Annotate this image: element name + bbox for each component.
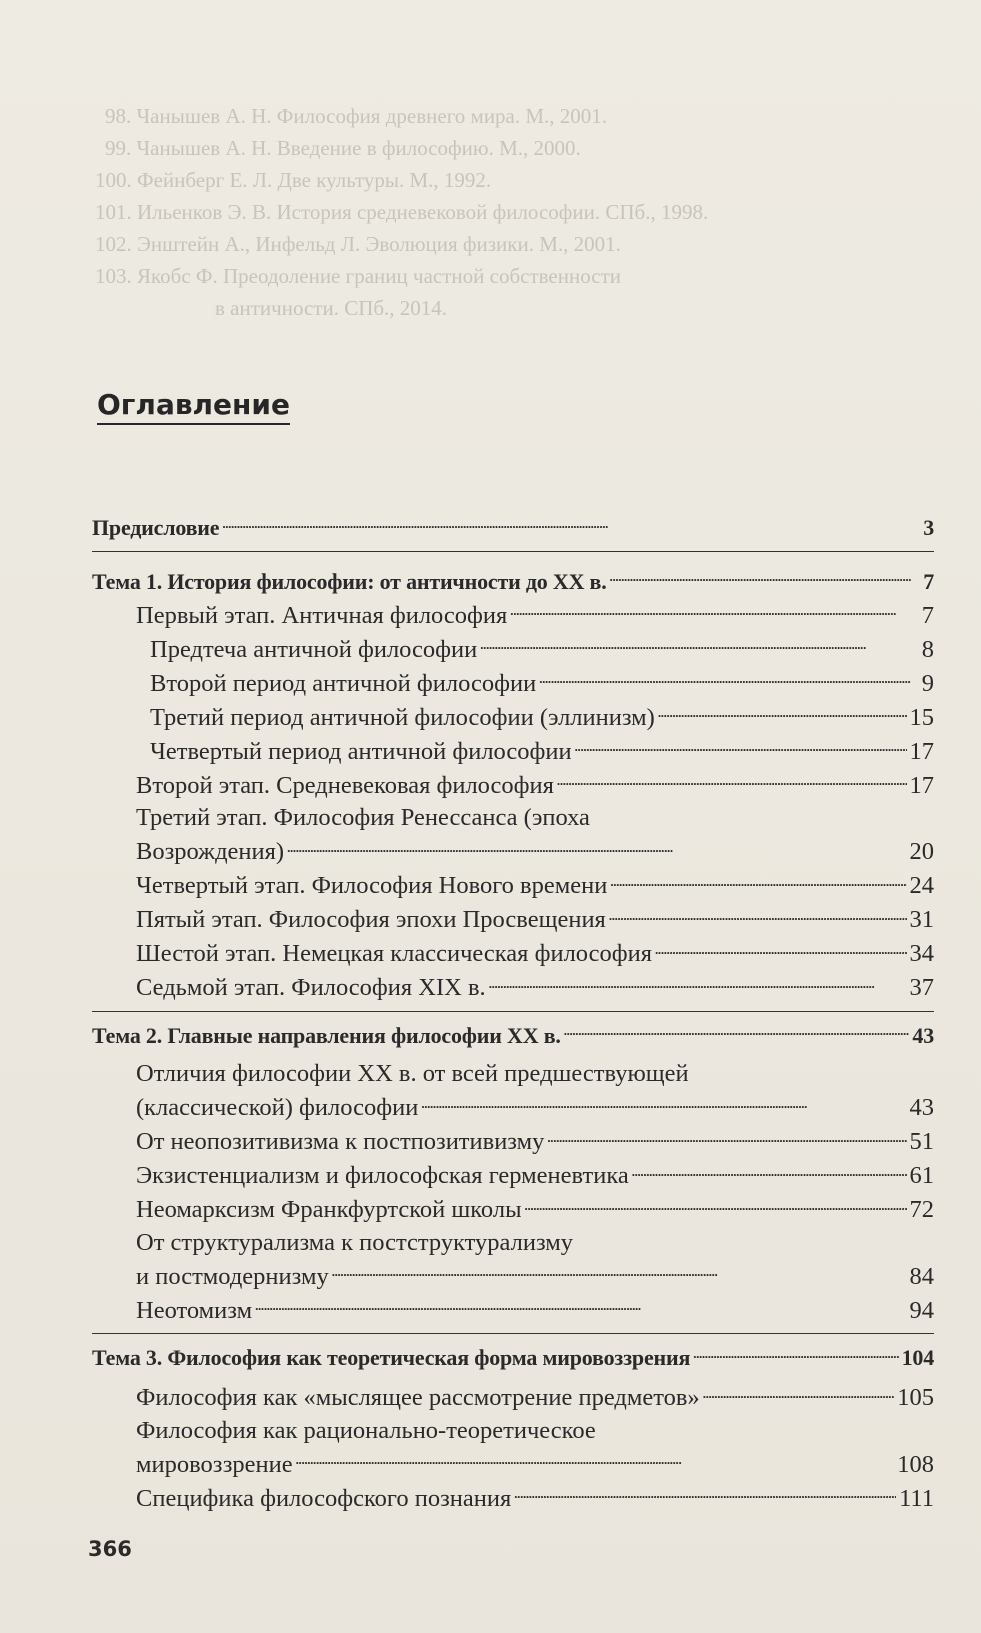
toc-entry: [92, 598, 934, 632]
toc-entry-page: 17: [909, 771, 934, 799]
toc-entry: [92, 1091, 934, 1125]
toc-entry-title: Третий период античной философии (эллинизм): [150, 703, 655, 731]
toc-entry-page: 104: [901, 1345, 934, 1370]
toc-entry: [92, 937, 934, 971]
toc-entry-title: Тема 3. Философия как теоретическая форма мировоззрения: [92, 1345, 691, 1370]
toc-entry-page: 105: [897, 1384, 934, 1411]
toc-entry-line1: Философия как рационально-теоретическое: [136, 1416, 596, 1444]
dot-leader: [222, 513, 911, 535]
dot-leader: [610, 567, 911, 589]
dot-leader: [514, 1481, 896, 1506]
toc-entry-page: 31: [909, 906, 934, 933]
toc-entry-page: 43: [909, 1094, 934, 1121]
toc-entry: [92, 666, 934, 700]
toc-entry-page: 111: [899, 1484, 934, 1512]
dot-leader: [332, 1259, 907, 1284]
ghost-line: 102. Энштейн А., Инфельд Л. Эволюция физики. М., 2001.: [95, 232, 621, 256]
ghost-line: 99. Чанышев А. Н. Введение в философию. М., 2000.: [105, 136, 581, 160]
dot-leader: [547, 1125, 906, 1150]
toc-entry-title: мировоззрение: [136, 1450, 293, 1478]
toc-entry-preface: [92, 512, 934, 545]
toc-entry-page: 61: [909, 1162, 934, 1189]
toc-entry-line1: Отличия философии XX в. от всей предшествующей: [136, 1060, 689, 1087]
toc-entry-title: Первый этап. Античная философия: [136, 601, 508, 629]
toc-entry-page: 7: [923, 568, 934, 594]
dot-leader: [575, 734, 907, 759]
toc-entry: [92, 734, 934, 768]
toc-topic-1: [92, 566, 934, 599]
toc-entry-title: Шестой этап. Немецкая классическая философия: [136, 940, 653, 967]
toc-entry: [92, 835, 934, 869]
toc-entry-title: Неомарксизм Франкфуртской школы: [136, 1196, 522, 1223]
dot-leader: [610, 869, 906, 894]
dot-leader: [658, 700, 907, 725]
toc-entry-page: 84: [909, 1262, 934, 1290]
toc-entry-page: 7: [921, 601, 934, 629]
ghost-line: 103. Якобс Ф. Преодоление границ частной собственности: [95, 264, 621, 288]
dot-leader: [287, 835, 906, 860]
divider: [92, 551, 934, 552]
toc-entry-title: Тема 2. Главные направления философии XX в.: [92, 1022, 561, 1048]
divider: [92, 1011, 934, 1012]
page-number: 366: [88, 1537, 132, 1561]
ghost-line: 100. Фейнберг Е. Л. Две культуры. М., 1992.: [95, 168, 492, 192]
toc-entry: [92, 903, 934, 937]
toc-entry-title: Пятый этап. Философия эпохи Просвещения: [136, 906, 606, 933]
toc-entry-title: Предтеча античной философии: [150, 635, 478, 663]
toc-entry-page: 8: [921, 635, 934, 663]
toc-entry-title: Экзистенциализм и философская герменевтика: [136, 1162, 629, 1189]
toc-entry: [92, 1159, 934, 1193]
toc-entry-page: 72: [909, 1196, 934, 1223]
toc-entry: [92, 971, 934, 1005]
toc-entry: [92, 632, 934, 666]
toc-entry-title: (классической) философии: [136, 1094, 419, 1121]
toc-topic-2: [92, 1020, 934, 1053]
toc-entry-page: 9: [921, 669, 934, 697]
bleed-through-text: [95, 100, 935, 324]
toc-entry-title: Четвертый период античной философии: [150, 737, 572, 765]
ghost-line: 101. Ильенков Э. В. История средневековой философии. СПб., 1998.: [95, 200, 709, 224]
dot-leader: [632, 1159, 907, 1184]
toc-entry-title: Философия как «мыслящее рассмотрение предметов»: [136, 1384, 700, 1411]
ghost-line: 98. Чанышев А. Н. Философия древнего мира. М., 2001.: [105, 104, 608, 128]
dot-leader: [539, 666, 911, 691]
table-of-contents: [92, 512, 934, 1515]
dot-leader: [255, 1293, 906, 1318]
toc-entry: [92, 768, 934, 802]
toc-entry-page: 17: [909, 737, 934, 765]
toc-entry-title: Четвертый этап. Философия Нового времени: [136, 872, 608, 899]
dot-leader: [564, 1021, 910, 1043]
dot-leader: [489, 971, 907, 996]
toc-entry-page: 24: [909, 872, 934, 899]
toc-entry-page: 43: [912, 1022, 934, 1048]
toc-entry-page: 20: [909, 838, 934, 865]
toc-entry-page: 108: [897, 1450, 934, 1478]
toc-entry-title: Второй период античной философии: [150, 669, 537, 697]
dot-leader: [693, 1343, 898, 1365]
dot-leader: [703, 1381, 895, 1406]
toc-entry-title: Седьмой этап. Философия XIX в.: [136, 974, 486, 1001]
toc-entry: [92, 1259, 934, 1293]
toc-entry-page: 37: [909, 974, 934, 1001]
toc-entry-title: От неопозитивизма к постпозитивизму: [136, 1128, 545, 1155]
toc-entry: [92, 1381, 934, 1415]
toc-entry: [92, 1447, 934, 1481]
dot-leader: [510, 598, 911, 623]
toc-entry-title: Неотомизм: [136, 1296, 253, 1324]
toc-entry-page: 34: [909, 940, 934, 967]
toc-entry: [92, 1193, 934, 1227]
toc-entry-page: 51: [909, 1128, 934, 1155]
toc-entry-line1: Третий этап. Философия Ренессанса (эпоха: [136, 804, 590, 831]
toc-entry-title: Специфика философского познания: [136, 1484, 512, 1512]
toc-topic-3: [92, 1342, 934, 1375]
dot-leader: [296, 1447, 895, 1472]
toc-entry: [92, 1293, 934, 1327]
divider: [92, 1333, 934, 1334]
toc-entry-title: Возрождения): [136, 838, 285, 865]
page-title: Оглавление: [97, 388, 290, 425]
toc-entry-title: Предисловие: [92, 515, 220, 540]
toc-entry: [92, 869, 934, 903]
toc-entry: [92, 1125, 934, 1159]
dot-leader: [655, 937, 906, 962]
toc-entry-page: 3: [923, 515, 934, 540]
dot-leader: [557, 768, 907, 793]
toc-entry-title: Второй этап. Средневековая философия: [136, 771, 554, 799]
dot-leader: [609, 903, 907, 928]
toc-entry-line1: От структурализма к постструктурализму: [136, 1228, 574, 1256]
toc-entry-page: 15: [909, 703, 934, 731]
toc-entry: [92, 700, 934, 734]
toc-entry-title: и постмодернизму: [136, 1262, 329, 1290]
ghost-line: в античности. СПб., 2014.: [215, 296, 448, 320]
toc-entry-page: 94: [909, 1296, 934, 1324]
dot-leader: [480, 632, 911, 657]
toc-entry-title: Тема 1. История философии: от античности до XX в.: [92, 568, 607, 594]
toc-entry: [92, 1481, 934, 1515]
dot-leader: [421, 1091, 906, 1116]
dot-leader: [525, 1193, 907, 1218]
